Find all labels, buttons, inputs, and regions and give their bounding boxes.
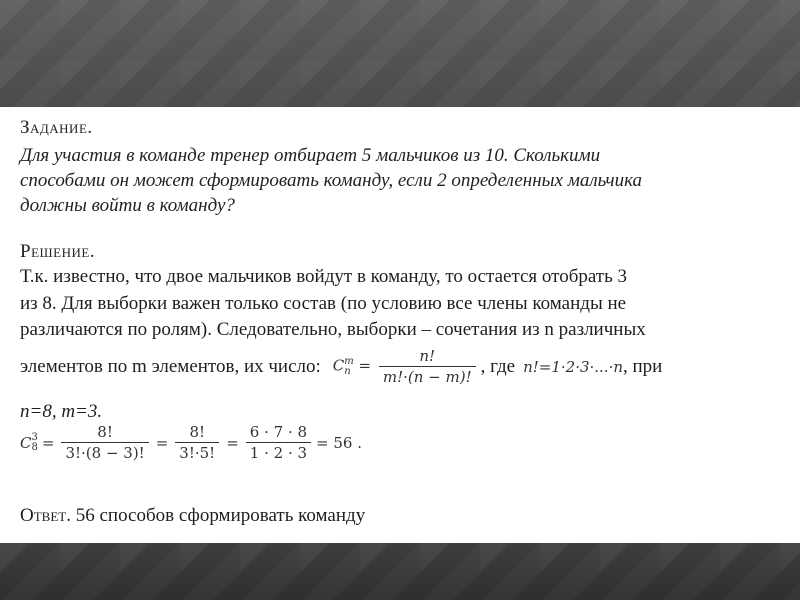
task-line-2: способами он может сформировать команду, если 2 определенных мальчика — [20, 170, 642, 191]
answer-heading: Ответ. — [20, 505, 71, 526]
answer-text: 56 способов сформировать команду — [75, 505, 366, 526]
calc-c: C — [20, 433, 32, 452]
answer-line — [20, 505, 365, 527]
calc-fraction-1 — [61, 423, 148, 462]
calc-result: = 56 . — [316, 433, 362, 452]
calc-fraction-2 — [175, 423, 219, 462]
factorial-definition: n!=1·2·3·...·n — [523, 357, 624, 376]
calc-sub: 8 — [31, 441, 38, 453]
task-line-1: Для участия в команде тренер отбирает 5 мальчиков из 10. Сколькими — [20, 145, 601, 166]
calculation: C 3 8 = $\frac{8!}{3!\cdot(8 - 3)!}$ = $\frac{8!}{3!\cdot 5!}$ = $\frac{6 \cdot 7 \cdot 8}{1 \cdot 2 \cdot 3}$ = 56 . — [20, 423, 362, 462]
formula-sup: m — [344, 355, 354, 367]
calc-fraction-3 — [246, 423, 311, 462]
formula-denominator: m!·(n − m)! — [382, 368, 472, 386]
task-line-3: должны войти в команду? — [20, 195, 235, 216]
solution-line-1: Т.к. известно, что двое мальчиков войдут в команду, то остается отобрать 3 — [20, 266, 628, 287]
solution-line-2: из 8. Для выборки важен только состав (по условию все члены команды не — [20, 293, 627, 314]
solution-line-4-text: элементов по m элементов, их число: — [20, 355, 321, 377]
formula-sub: n — [344, 365, 351, 377]
formula-numerator: n! — [379, 347, 476, 367]
calc-sup: 3 — [31, 431, 38, 443]
slide-page — [0, 107, 800, 543]
solution-heading: Решение. — [20, 241, 96, 262]
top-frame — [0, 0, 800, 107]
calc-f3-num: 6 · 7 · 8 — [246, 423, 311, 443]
solution-where: , где — [480, 355, 516, 377]
solution-line-4 — [20, 347, 662, 386]
solution-params: n=8, m=3. — [20, 401, 103, 422]
calc-f1-den: 3!·(8 − 3)! — [65, 444, 145, 462]
task-heading: Задание. — [20, 117, 93, 138]
formula-c: C — [332, 356, 345, 375]
calc-f3-den: 1 · 2 · 3 — [249, 444, 308, 462]
bottom-frame — [0, 543, 800, 600]
solution-line-3: различаются по ролям). Следовательно, выборки – сочетания из n различных — [20, 319, 646, 340]
calc-f2-num: 8! — [175, 423, 219, 443]
calc-f1-num: 8! — [61, 423, 148, 443]
combination-formula: C m n = $\frac{n!}{m!\cdot(n - m)!}$ — [333, 347, 479, 386]
solution-tail: , при — [623, 355, 663, 377]
formula-fraction — [379, 347, 476, 386]
calc-f2-den: 3!·5! — [179, 444, 216, 462]
